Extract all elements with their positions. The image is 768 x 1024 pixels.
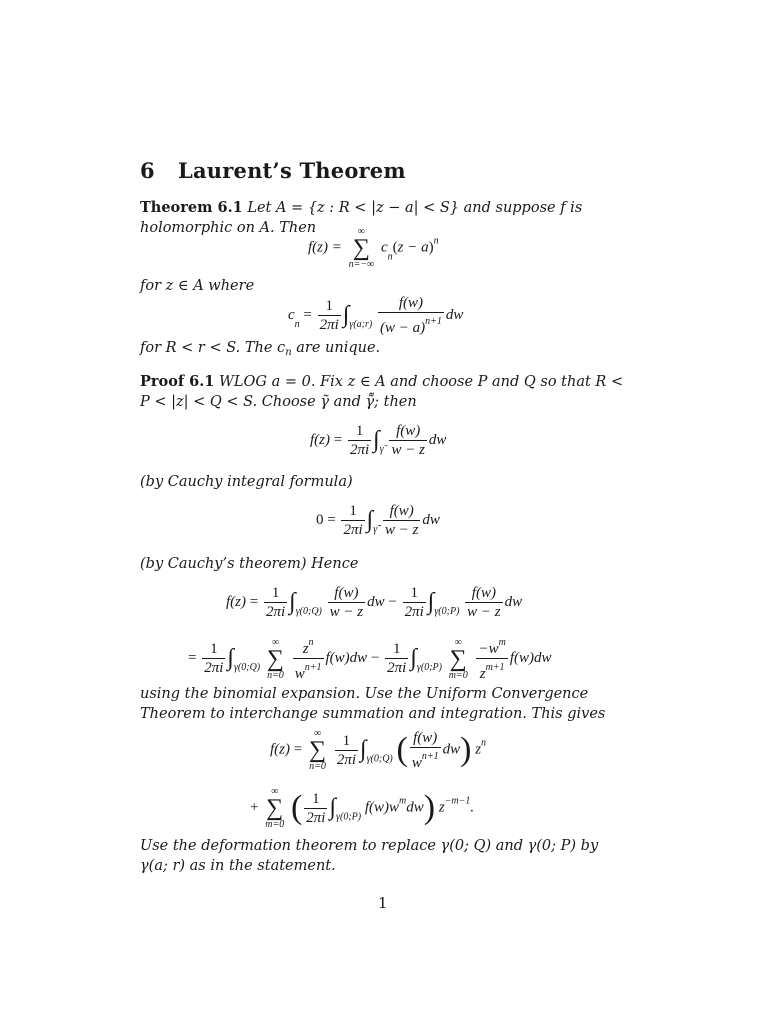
theorem-where: for z ∈ A where	[140, 278, 255, 294]
eq-lhs: f(z) =	[308, 239, 342, 256]
conclusion-end: are unique.	[291, 340, 381, 356]
proof-label: Proof 6.1	[140, 373, 215, 390]
proof-conclusion: Use the deformation theorem to replace γ(0; Q) and γ(0; P) by γ(a; r) as in the statement.	[140, 838, 599, 874]
eq-coef: c	[381, 239, 388, 256]
equation-coefficients: $c_n$ = $\frac{1}{2\pi i}$ $\int_{\gamma(a;r)}$ $\frac{f(w)}{(w - a)^{n+1}}$ dw	[288, 295, 464, 336]
proof-intro	[140, 372, 630, 412]
equation-cauchy-theorem: 0 = $\frac{1}{2\pi i}$ $\int_{\gammã̃}$ $\frac{f(w)}{w - z}$ dw	[316, 503, 440, 538]
sum-symbol: ∞ ∑ n=−∞	[348, 226, 375, 270]
note-cauchy-theorem: (by Cauchy’s theorem) Hence	[140, 556, 359, 572]
section-title: Laurent’s Theorem	[178, 158, 406, 183]
proof-binomial-text: using the binomial expansion. Use the Uniform Convergence Theorem to interchange summation and integration. This gives	[140, 686, 606, 722]
equation-binomial-expansion: = $\frac{1}{2\pi i}$ $\int_{\gamma(0;Q)}$ ∞ ∑ n=0 $\frac{z^n}{w^{n+1}}$ f(w)dw − $\frac{1}{2\pi i}$ $\int_{\gamma(0;P)}$ ∞ ∑ m=0 $\frac{-w^m}{z^{m+1}}$ f(w)dw	[188, 634, 552, 683]
equation-laurent-series: f(z) = ∞ ∑ n=−∞ $c_n(z - a)^n$	[308, 226, 439, 270]
page-number: 1	[378, 894, 388, 912]
theorem-label: Theorem 6.1	[140, 199, 243, 216]
note-cauchy-formula: (by Cauchy integral formula)	[140, 474, 353, 490]
equation-split-integral: f(z) = $\frac{1}{2\pi i}$ $\int_{\gamma(0;Q)}$ $\frac{f(w)}{w - z}$ dw − $\frac{1}{2\pi i}$ $\int_{\gamma(0;P)}$ $\frac{f(w)}{w - z}$ dw	[226, 585, 523, 620]
equation-result-first: f(z) = ∞ ∑ n=0 $\frac{1}{2\pi i}$ $\int_{\gamma(0;Q)}$ ( $\frac{f(w)}{w^{n+1}}$ dw) $z^n$	[270, 728, 487, 772]
equation-cauchy-integral: f(z) = $\frac{1}{2\pi i}$ $\int_{\gammã}$ $\frac{f(w)}{w - z}$ dw	[310, 423, 447, 458]
coef-symbol: c	[288, 306, 295, 323]
sum-lower: n=−∞	[348, 259, 375, 270]
proof-text: WLOG a = 0. Fix z ∈ A and choose P and Q so that R < P < |z| < Q < S. Choose γ̃ and γ̃̃; then	[140, 374, 624, 410]
section-heading	[140, 158, 406, 183]
theorem-conclusion: for R < r < S. The $c_n$ are unique.	[140, 340, 381, 358]
theorem-text: Let A = {z : R < |z − a| < S} and suppose f is holomorphic on A. Then	[140, 200, 583, 236]
equation-result-second: + ∞ ∑ m=0 ( $\frac{1}{2\pi i}$ $\int_{\gamma(0;P)}$ $f(w)w^mdw$) $z^{-m-1}$.	[250, 786, 475, 830]
section-number: 6	[140, 158, 155, 183]
conclusion-text: for R < r < S. The c	[140, 340, 286, 356]
sum-upper: ∞	[357, 226, 365, 237]
